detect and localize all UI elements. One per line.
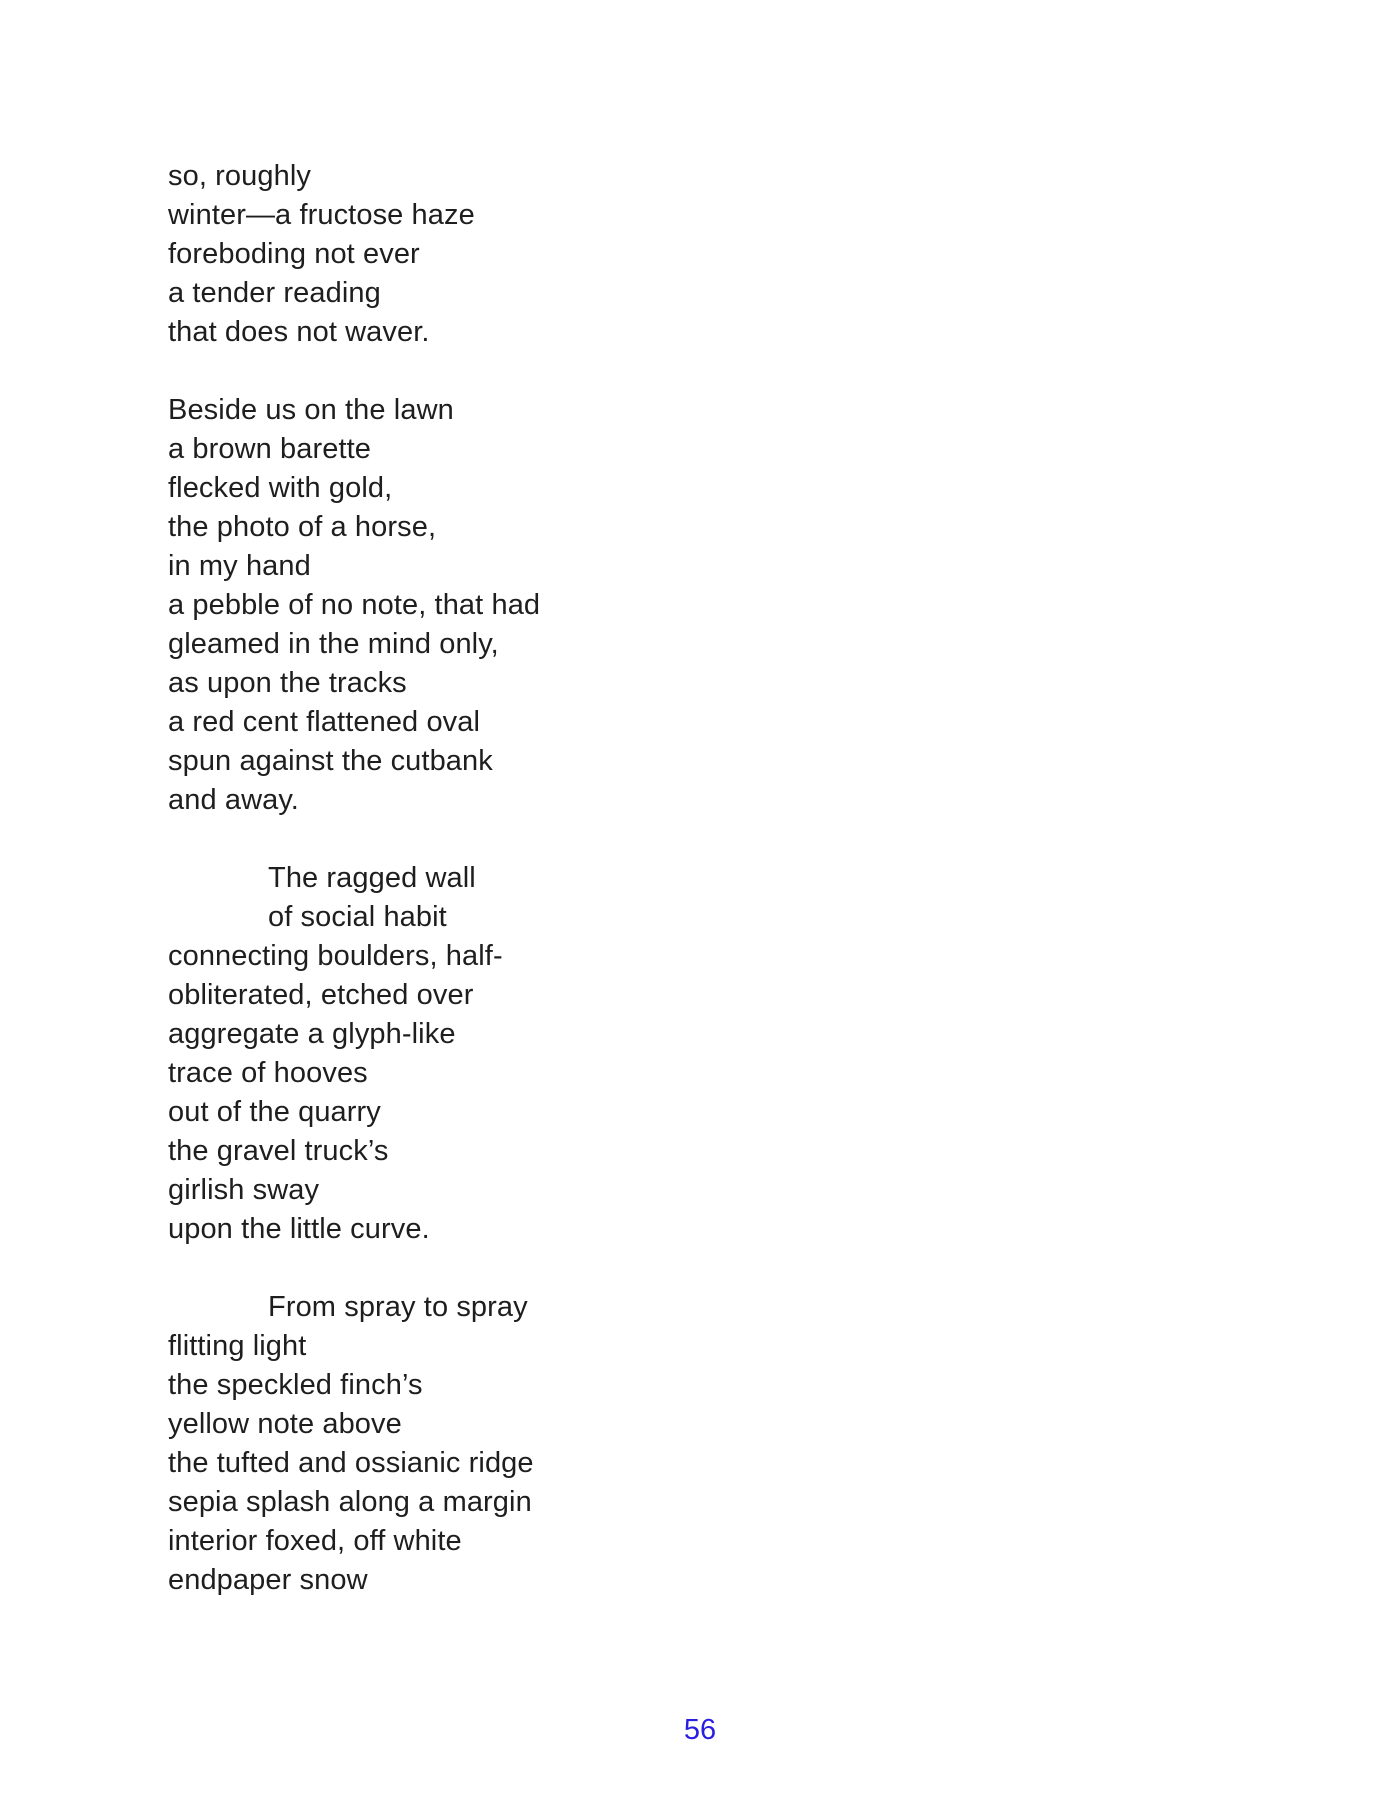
poem-line: the tufted and ossianic ridge (168, 1447, 534, 1479)
poem-line: winter—a fructose haze (168, 199, 475, 231)
poem-line: that does not waver. (168, 316, 430, 348)
stanza-2 (168, 391, 888, 820)
poem-line: flitting light (168, 1330, 307, 1362)
poem-line: The ragged wall (268, 862, 476, 894)
poem-line: interior foxed, off white (168, 1525, 462, 1557)
poem-line: out of the quarry (168, 1096, 381, 1128)
poem-line: a red cent flattened oval (168, 706, 481, 738)
poem-line: yellow note above (168, 1408, 402, 1440)
poem-line: sepia splash along a margin (168, 1486, 532, 1518)
poem-line: a tender reading (168, 277, 381, 309)
poem-body (168, 157, 888, 1639)
poem-line: the photo of a horse, (168, 511, 437, 543)
poem-line: spun against the cutbank (168, 745, 493, 777)
page-number: 56 (683, 1714, 717, 1746)
poem-line: and away. (168, 784, 299, 816)
poem-line: a brown barette (168, 433, 372, 465)
poem-line: a pebble of no note, that had (168, 589, 541, 621)
poem-line: as upon the tracks (168, 667, 407, 699)
poem-line: connecting boulders, half- (168, 940, 503, 972)
poem-line: flecked with gold, (168, 472, 393, 504)
poem-line: obliterated, etched over (168, 979, 474, 1011)
poem-line: the speckled finch’s (168, 1369, 423, 1401)
poem-line: endpaper snow (168, 1564, 368, 1596)
poem-line: girlish sway (168, 1174, 320, 1206)
poem-line: in my hand (168, 550, 311, 582)
poem-line: foreboding not ever (168, 238, 420, 270)
poem-line: the gravel truck’s (168, 1135, 389, 1167)
poem-line: From spray to spray (268, 1291, 528, 1323)
poem-line: trace of hooves (168, 1057, 368, 1089)
stanza-3 (168, 859, 888, 1249)
poem-line: upon the little curve. (168, 1213, 430, 1245)
poem-line: Beside us on the lawn (168, 394, 454, 426)
poem-line: aggregate a glyph-like (168, 1018, 456, 1050)
poem-line: of social habit (268, 901, 447, 933)
stanza-4 (168, 1288, 888, 1600)
stanza-1 (168, 157, 888, 352)
poem-line: so, roughly (168, 160, 311, 192)
poem-line: gleamed in the mind only, (168, 628, 499, 660)
